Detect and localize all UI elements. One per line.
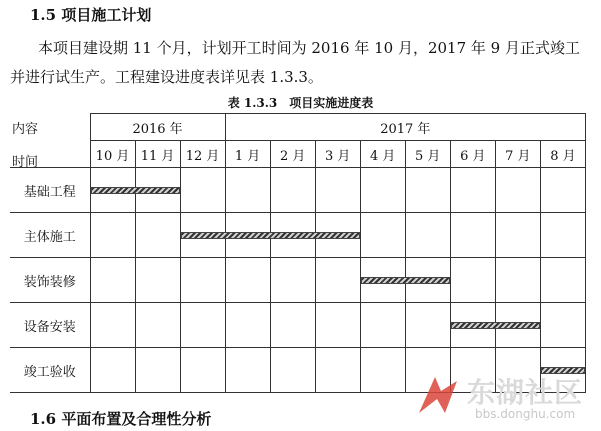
table-caption: 表 1.3.3 项目实施进度表 [227, 96, 374, 110]
header-corner [10, 114, 90, 168]
section-title-1-6: 1.6 平面布置及合理性分析 [30, 410, 212, 428]
schedule-cell [270, 168, 315, 213]
schedule-cell [225, 258, 270, 303]
schedule-cell [360, 168, 405, 213]
task-row [10, 213, 586, 258]
task-row [10, 303, 586, 348]
task-rows [10, 168, 586, 393]
schedule-cell [90, 348, 135, 393]
schedule-cell [405, 213, 450, 258]
schedule-cell [180, 213, 225, 258]
schedule-cell [135, 348, 180, 393]
schedule-cell [180, 168, 225, 213]
schedule-cell [90, 168, 135, 213]
gantt-bar [541, 367, 585, 374]
month-header: 4 月 [360, 141, 405, 168]
schedule-cell [270, 348, 315, 393]
year-row [10, 114, 586, 141]
schedule-cell [270, 303, 315, 348]
watermark-url: bbs.donghu.com [475, 407, 576, 421]
month-header: 3 月 [315, 141, 360, 168]
schedule-cell [315, 303, 360, 348]
schedule-cell [360, 303, 405, 348]
corner-time-label: 时间 [12, 154, 39, 170]
watermark-logo-icon [415, 373, 461, 419]
schedule-cell [405, 303, 450, 348]
schedule-cell [135, 303, 180, 348]
watermark-name: 东湖社区 [467, 376, 584, 409]
schedule-cell [540, 213, 585, 258]
gantt-bar [361, 277, 450, 284]
task-name: 主体施工 [10, 213, 90, 258]
month-row [10, 141, 586, 168]
month-header: 11 月 [135, 141, 180, 168]
schedule-cell [225, 348, 270, 393]
schedule-cell [315, 258, 360, 303]
schedule-cell [540, 303, 585, 348]
year-header-2016: 2016 年 [90, 114, 225, 141]
schedule-cell [495, 168, 540, 213]
paragraph-line-1: 本项目建设期 11 个月，计划开工时间为 2016 年 10 月，2017 年 9 月正式竣工 [38, 39, 580, 57]
schedule-cell [540, 168, 585, 213]
gantt-bar [91, 187, 180, 194]
section-title-1-5: 1.5 项目施工计划 [30, 6, 152, 24]
schedule-cell [495, 213, 540, 258]
task-name: 竣工验收 [10, 348, 90, 393]
schedule-cell [90, 303, 135, 348]
schedule-cell [270, 258, 315, 303]
gantt-bar [451, 322, 540, 329]
task-name: 基础工程 [10, 168, 90, 213]
paragraph-line-2: 并进行试生产。工程建设进度表详见表 1.3.3。 [10, 68, 323, 86]
schedule-cell [135, 213, 180, 258]
schedule-cell [90, 258, 135, 303]
gantt-bar [181, 232, 360, 239]
schedule-cell [180, 303, 225, 348]
month-header: 1 月 [225, 141, 270, 168]
schedule-cell [360, 348, 405, 393]
month-header: 12 月 [180, 141, 225, 168]
schedule-cell [495, 258, 540, 303]
month-header: 10 月 [90, 141, 135, 168]
schedule-cell [225, 303, 270, 348]
task-row [10, 258, 586, 303]
month-header: 5 月 [405, 141, 450, 168]
body-paragraph [10, 34, 590, 92]
watermark [415, 373, 595, 425]
month-header: 7 月 [495, 141, 540, 168]
task-row [10, 168, 586, 213]
schedule-cell [180, 348, 225, 393]
year-header-2017: 2017 年 [225, 114, 585, 141]
task-name: 设备安装 [10, 303, 90, 348]
schedule-cell [360, 258, 405, 303]
month-header: 6 月 [450, 141, 495, 168]
task-name: 装饰装修 [10, 258, 90, 303]
schedule-cell [450, 258, 495, 303]
month-header: 2 月 [270, 141, 315, 168]
schedule-table [10, 113, 586, 393]
schedule-cell [360, 213, 405, 258]
schedule-cell [450, 168, 495, 213]
schedule-cell [450, 213, 495, 258]
schedule-cell [540, 258, 585, 303]
schedule-cell [90, 213, 135, 258]
schedule-cell [180, 258, 225, 303]
schedule-cell [135, 258, 180, 303]
schedule-cell [450, 303, 495, 348]
month-header: 8 月 [540, 141, 585, 168]
schedule-cell [315, 168, 360, 213]
schedule-cell [225, 168, 270, 213]
schedule-cell [315, 348, 360, 393]
corner-content-label: 内容 [12, 121, 39, 137]
schedule-cell [405, 168, 450, 213]
